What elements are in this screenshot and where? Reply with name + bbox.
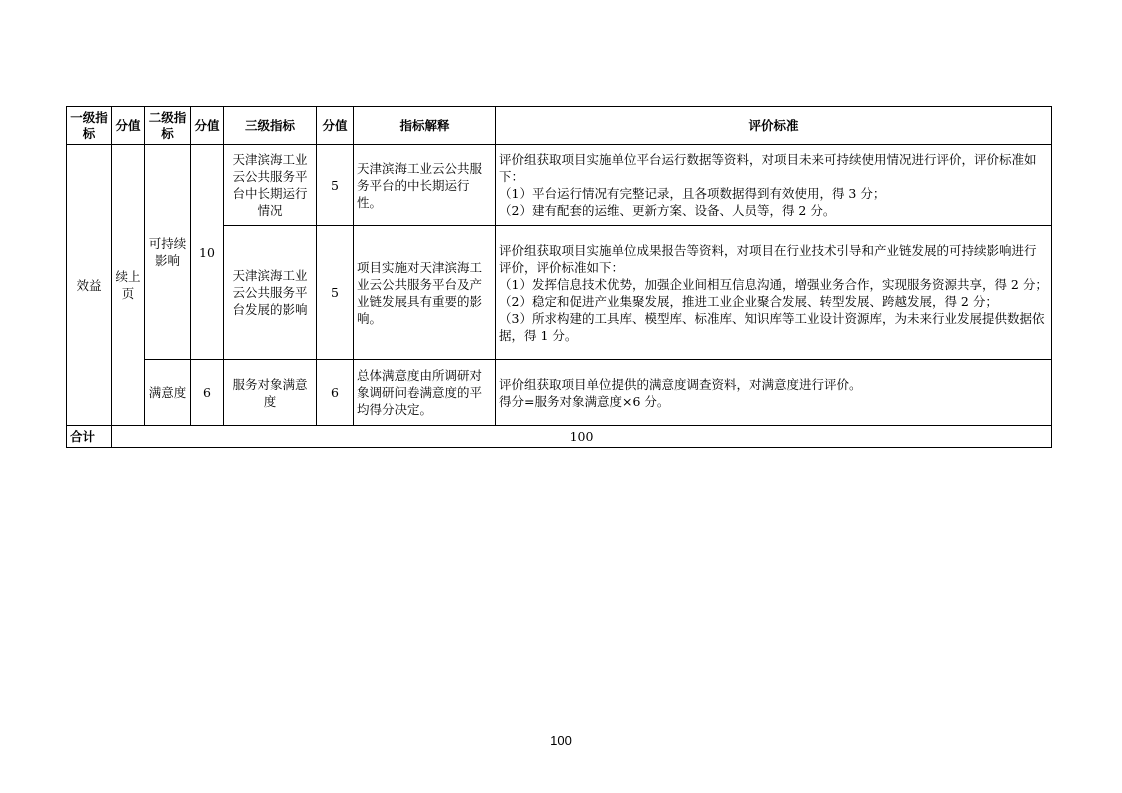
score2-cell: 6 bbox=[191, 360, 224, 426]
score1-cell: 续上页 bbox=[112, 145, 145, 426]
evaluation-table bbox=[66, 106, 1052, 448]
level3-cell: 服务对象满意度 bbox=[224, 360, 317, 426]
score3-cell: 5 bbox=[317, 226, 354, 360]
standard-line: （2）稳定和促进产业集聚发展，推进工业企业聚合发展、转型发展、跨越发展，得 2 分； bbox=[499, 293, 998, 309]
page-number: 100 bbox=[550, 733, 572, 748]
header-row bbox=[67, 107, 1052, 145]
header-standard: 评价标准 bbox=[496, 107, 1052, 145]
standard-line: （1）发挥信息技术优势，加强企业间相互信息沟通，增强业务合作，实现服务资源共享，得 2 分； bbox=[499, 276, 1048, 292]
explain-cell: 天津滨海工业云公共服务平台的中长期运行性。 bbox=[354, 145, 496, 226]
level3-cell: 天津滨海工业云公共服务平台发展的影响 bbox=[224, 226, 317, 360]
header-explain: 指标解释 bbox=[354, 107, 496, 145]
standard-cell bbox=[496, 145, 1052, 226]
standard-line: 评价组获取项目实施单位平台运行数据等资料，对项目未来可持续使用情况进行评价，评价标准如下： bbox=[499, 152, 1037, 184]
score3-cell: 6 bbox=[317, 360, 354, 426]
header-level2: 二级指标 bbox=[145, 107, 191, 145]
table-row bbox=[67, 145, 1052, 226]
explain-cell: 项目实施对天津滨海工业云公共服务平台及产业链发展具有重要的影响。 bbox=[354, 226, 496, 360]
total-label: 合计 bbox=[67, 426, 112, 448]
header-score3: 分值 bbox=[317, 107, 354, 145]
header-level1: 一级指标 bbox=[67, 107, 112, 145]
standard-line: 得分=服务对象满意度×6 分。 bbox=[499, 393, 670, 409]
level1-cell: 效益 bbox=[67, 145, 112, 426]
score2-cell: 10 bbox=[191, 145, 224, 360]
total-value: 100 bbox=[112, 426, 1052, 448]
standard-cell bbox=[496, 226, 1052, 360]
standard-line: （3）所求构建的工具库、模型库、标准库、知识库等工业设计资源库，为未来行业发展提供数据依据，得 1 分。 bbox=[499, 310, 1045, 343]
header-score1: 分值 bbox=[112, 107, 145, 145]
standard-line: （1）平台运行情况有完整记录，且各项数据得到有效使用，得 3 分； bbox=[499, 186, 886, 201]
level2-cell: 可持续影响 bbox=[145, 145, 191, 360]
total-row bbox=[67, 426, 1052, 448]
header-level3: 三级指标 bbox=[224, 107, 317, 145]
standard-line: 评价组获取项目实施单位成果报告等资料，对项目在行业技术引导和产业链发展的可持续影响进行评价，评价标准如下： bbox=[499, 242, 1037, 275]
standard-line: （2）建有配套的运维、更新方案、设备、人员等，得 2 分。 bbox=[499, 203, 836, 218]
level3-cell: 天津滨海工业云公共服务平台中长期运行情况 bbox=[224, 145, 317, 226]
standard-line: 评价组获取项目单位提供的满意度调查资料，对满意度进行评价。 bbox=[499, 376, 862, 392]
standard-cell bbox=[496, 360, 1052, 426]
level2-cell: 满意度 bbox=[145, 360, 191, 426]
score3-cell: 5 bbox=[317, 145, 354, 226]
explain-cell: 总体满意度由所调研对象调研问卷满意度的平均得分决定。 bbox=[354, 360, 496, 426]
header-score2: 分值 bbox=[191, 107, 224, 145]
table-row bbox=[67, 360, 1052, 426]
